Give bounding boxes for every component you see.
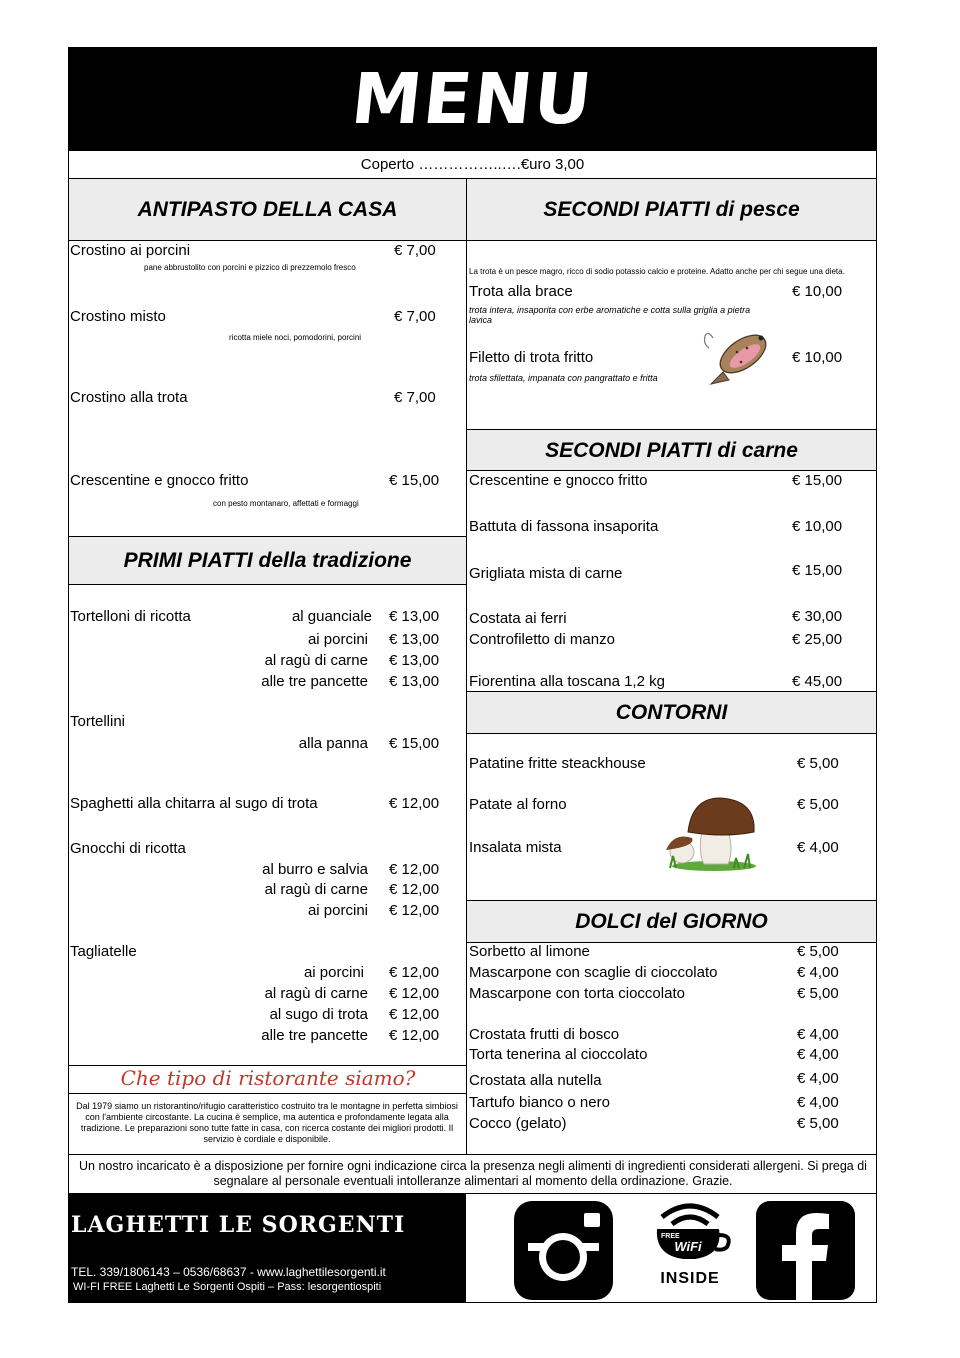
carne-item-price: € 15,00 [792,562,843,579]
dolci-item-name: Cocco (gelato) [469,1115,567,1132]
wifi-badge-label: WiFi [674,1239,702,1254]
primi-dish-name: Spaghetti alla chitarra al sugo di trota [70,795,318,812]
wifi-badge-top: FREE [661,1233,680,1240]
contorni-item-price: € 4,00 [797,839,839,856]
primi-variant-label: ai porcini [307,631,368,648]
instagram-icon[interactable] [512,1199,615,1302]
pesce-item-name: Filetto di trota fritto [469,349,594,366]
carne-heading: SECONDI PIATTI di carne [467,430,876,471]
footer-wifi: WI-FI FREE Laghetti Le Sorgenti Ospiti – Pass: lesorgentiospiti [73,1281,382,1293]
primi-variant-price: € 12,00 [389,964,440,981]
primi-heading: PRIMI PIATTI della tradizione [69,537,466,585]
facebook-icon[interactable] [754,1199,857,1302]
primi-dish-name: Gnocchi di ricotta [70,840,186,857]
primi-variant-price: € 12,00 [389,861,440,878]
primi-variant-price: € 12,00 [389,902,440,919]
primi-dish-name: Tortelloni di ricotta [70,608,191,625]
dolci-item-price: € 5,00 [797,943,839,960]
antipasto-item-price: € 7,00 [394,389,436,406]
contorni-item-price: € 5,00 [797,796,839,813]
primi-variant-price: € 12,00 [389,881,440,898]
primi-variant-label: al burro e salvia [262,861,368,878]
carne-item-price: € 10,00 [792,518,843,535]
primi-dish-name: Tortellini [70,713,126,730]
primi-variant-price: € 12,00 [389,1027,440,1044]
allergen-note: Un nostro incaricato è a disposizione per fornire ogni indicazione circa la presenza negli alimenti di ingredienti considerati allergeni. Si prega di segnalare al personale eventuali intolleranze alimentari al momento della ordinazione. Grazie. [79,1159,867,1188]
primi-variant-label: al ragù di carne [264,881,368,898]
pesce-item-name: Trota alla brace [469,283,573,300]
pesce-item-price: € 10,00 [792,283,843,300]
trout-illustration [703,318,777,388]
primi-dish-price: € 12,00 [389,795,440,812]
primi-variant-label: alle tre pancette [261,673,368,690]
pesce-heading: SECONDI PIATTI di pesce [467,179,876,241]
dolci-item-name: Torta tenerina al cioccolato [469,1046,648,1063]
dolci-item-price: € 5,00 [797,985,839,1002]
antipasto-item-price: € 7,00 [394,308,436,325]
carne-item-name: Battuta di fassona insaporita [469,518,659,535]
footer-brand: LAGHETTI LE SORGENTI [71,1212,406,1238]
dolci-item-name: Crostata frutti di bosco [469,1026,620,1043]
pesce-item-price: € 10,00 [792,349,843,366]
carne-item-name: Controfiletto di manzo [469,631,615,648]
carne-item-name: Fiorentina alla toscana 1,2 kg [469,673,665,690]
primi-variant-label: al guanciale [291,608,372,625]
antipasto-item-desc: pane abbrustolito con porcini e pizzico di prezzemolo fresco [144,263,356,272]
primi-variant-price: € 13,00 [389,608,440,625]
dolci-item-price: € 4,00 [797,1026,839,1043]
pesce-intro: La trota è un pesce magro, ricco di sodio potassio calcio e proteine. Adatto anche per chi segue una dieta. [469,267,845,276]
dolci-item-name: Tartufo bianco o nero [469,1094,610,1111]
carne-item-name: Costata ai ferri [469,610,567,627]
antipasto-item-desc: con pesto montanaro, affettati e formaggi [213,499,359,508]
coperto-line: Coperto ……………..….€uro 3,00 [360,156,585,173]
primi-variant-label: al ragù di carne [264,652,368,669]
primi-dish-name: Tagliatelle [70,943,137,960]
wifi-inside-badge [647,1199,733,1299]
dolci-item-price: € 4,00 [797,964,839,981]
carne-item-name: Grigliata mista di carne [469,565,623,582]
antipasto-item-name: Crostino misto [70,308,166,325]
story-title: Che tipo di ristorante siamo? [120,1066,416,1090]
antipasto-item-name: Crescentine e gnocco fritto [70,472,249,489]
primi-variant-label: ai porcini [307,902,368,919]
primi-variant-label: al ragù di carne [264,985,368,1002]
primi-variant-price: € 12,00 [389,1006,440,1023]
menu-title: MENU [347,58,598,140]
footer-contact[interactable]: TEL. 339/1806143 – 0536/68637 - www.laghettilesorgenti.it [71,1265,386,1279]
primi-variant-price: € 15,00 [389,735,440,752]
primi-variant-label: ai porcini [303,964,364,981]
dolci-item-price: € 4,00 [797,1046,839,1063]
pesce-item-note: trota intera, insaporita con erbe aromatiche e cotta sulla griglia a pietra lavica [469,305,751,325]
primi-variant-label: al sugo di trota [269,1006,368,1023]
contorni-item-name: Insalata mista [469,839,562,856]
antipasto-item-price: € 7,00 [394,242,436,259]
dolci-heading: DOLCI del GIORNO [467,901,876,943]
carne-item-name: Crescentine e gnocco fritto [469,472,648,489]
primi-variant-price: € 13,00 [389,631,440,648]
mushroom-illustration [664,792,764,872]
carne-item-price: € 45,00 [792,673,843,690]
dolci-item-name: Mascarpone con torta cioccolato [469,985,685,1002]
divider [68,1154,877,1155]
carne-item-price: € 25,00 [792,631,843,648]
carne-item-price: € 30,00 [792,608,843,625]
primi-variant-price: € 13,00 [389,673,440,690]
antipasto-heading: ANTIPASTO DELLA CASA [69,179,466,241]
dolci-item-name: Crostata alla nutella [469,1072,602,1089]
antipasto-item-desc: ricotta miele noci, pomodorini, porcini [229,333,362,342]
antipasto-item-name: Crostino ai porcini [70,242,191,259]
contorni-item-name: Patatine fritte steackhouse [469,755,646,772]
primi-variant-price: € 12,00 [389,985,440,1002]
contorni-item-price: € 5,00 [797,755,839,772]
column-divider [466,178,467,1154]
dolci-item-price: € 5,00 [797,1115,839,1132]
dolci-item-name: Mascarpone con scaglie di cioccolato [469,964,718,981]
antipasto-item-name: Crostino alla trota [70,389,188,406]
contorni-item-name: Patate al forno [469,796,567,813]
dolci-item-price: € 4,00 [797,1070,839,1087]
primi-variant-label: alle tre pancette [261,1027,368,1044]
contorni-heading: CONTORNI [467,692,876,734]
wifi-inside-label: INSIDE [660,1270,720,1287]
story-text: Dal 1979 siamo un ristorantino/rifugio caratteristico costruito tra le montagne in perfetta simbiosi con l'ambiente circostante. La cucina è semplice, ma autentica e profondamente legata alla tradizione. Le preparazioni sono tutte fatte in casa, con ricerca costante dei migliori prodotti. Il servizio è cordiale e disponibile. [76,1101,458,1144]
primi-variant-price: € 13,00 [389,652,440,669]
divider [68,1093,466,1094]
primi-variant-label: alla panna [298,735,368,752]
dolci-item-name: Sorbetto al limone [469,943,590,960]
antipasto-item-price: € 15,00 [389,472,440,489]
pesce-item-note: trota sfilettata, impanata con pangrattato e fritta [469,373,658,383]
dolci-item-price: € 4,00 [797,1094,839,1111]
carne-item-price: € 15,00 [792,472,843,489]
